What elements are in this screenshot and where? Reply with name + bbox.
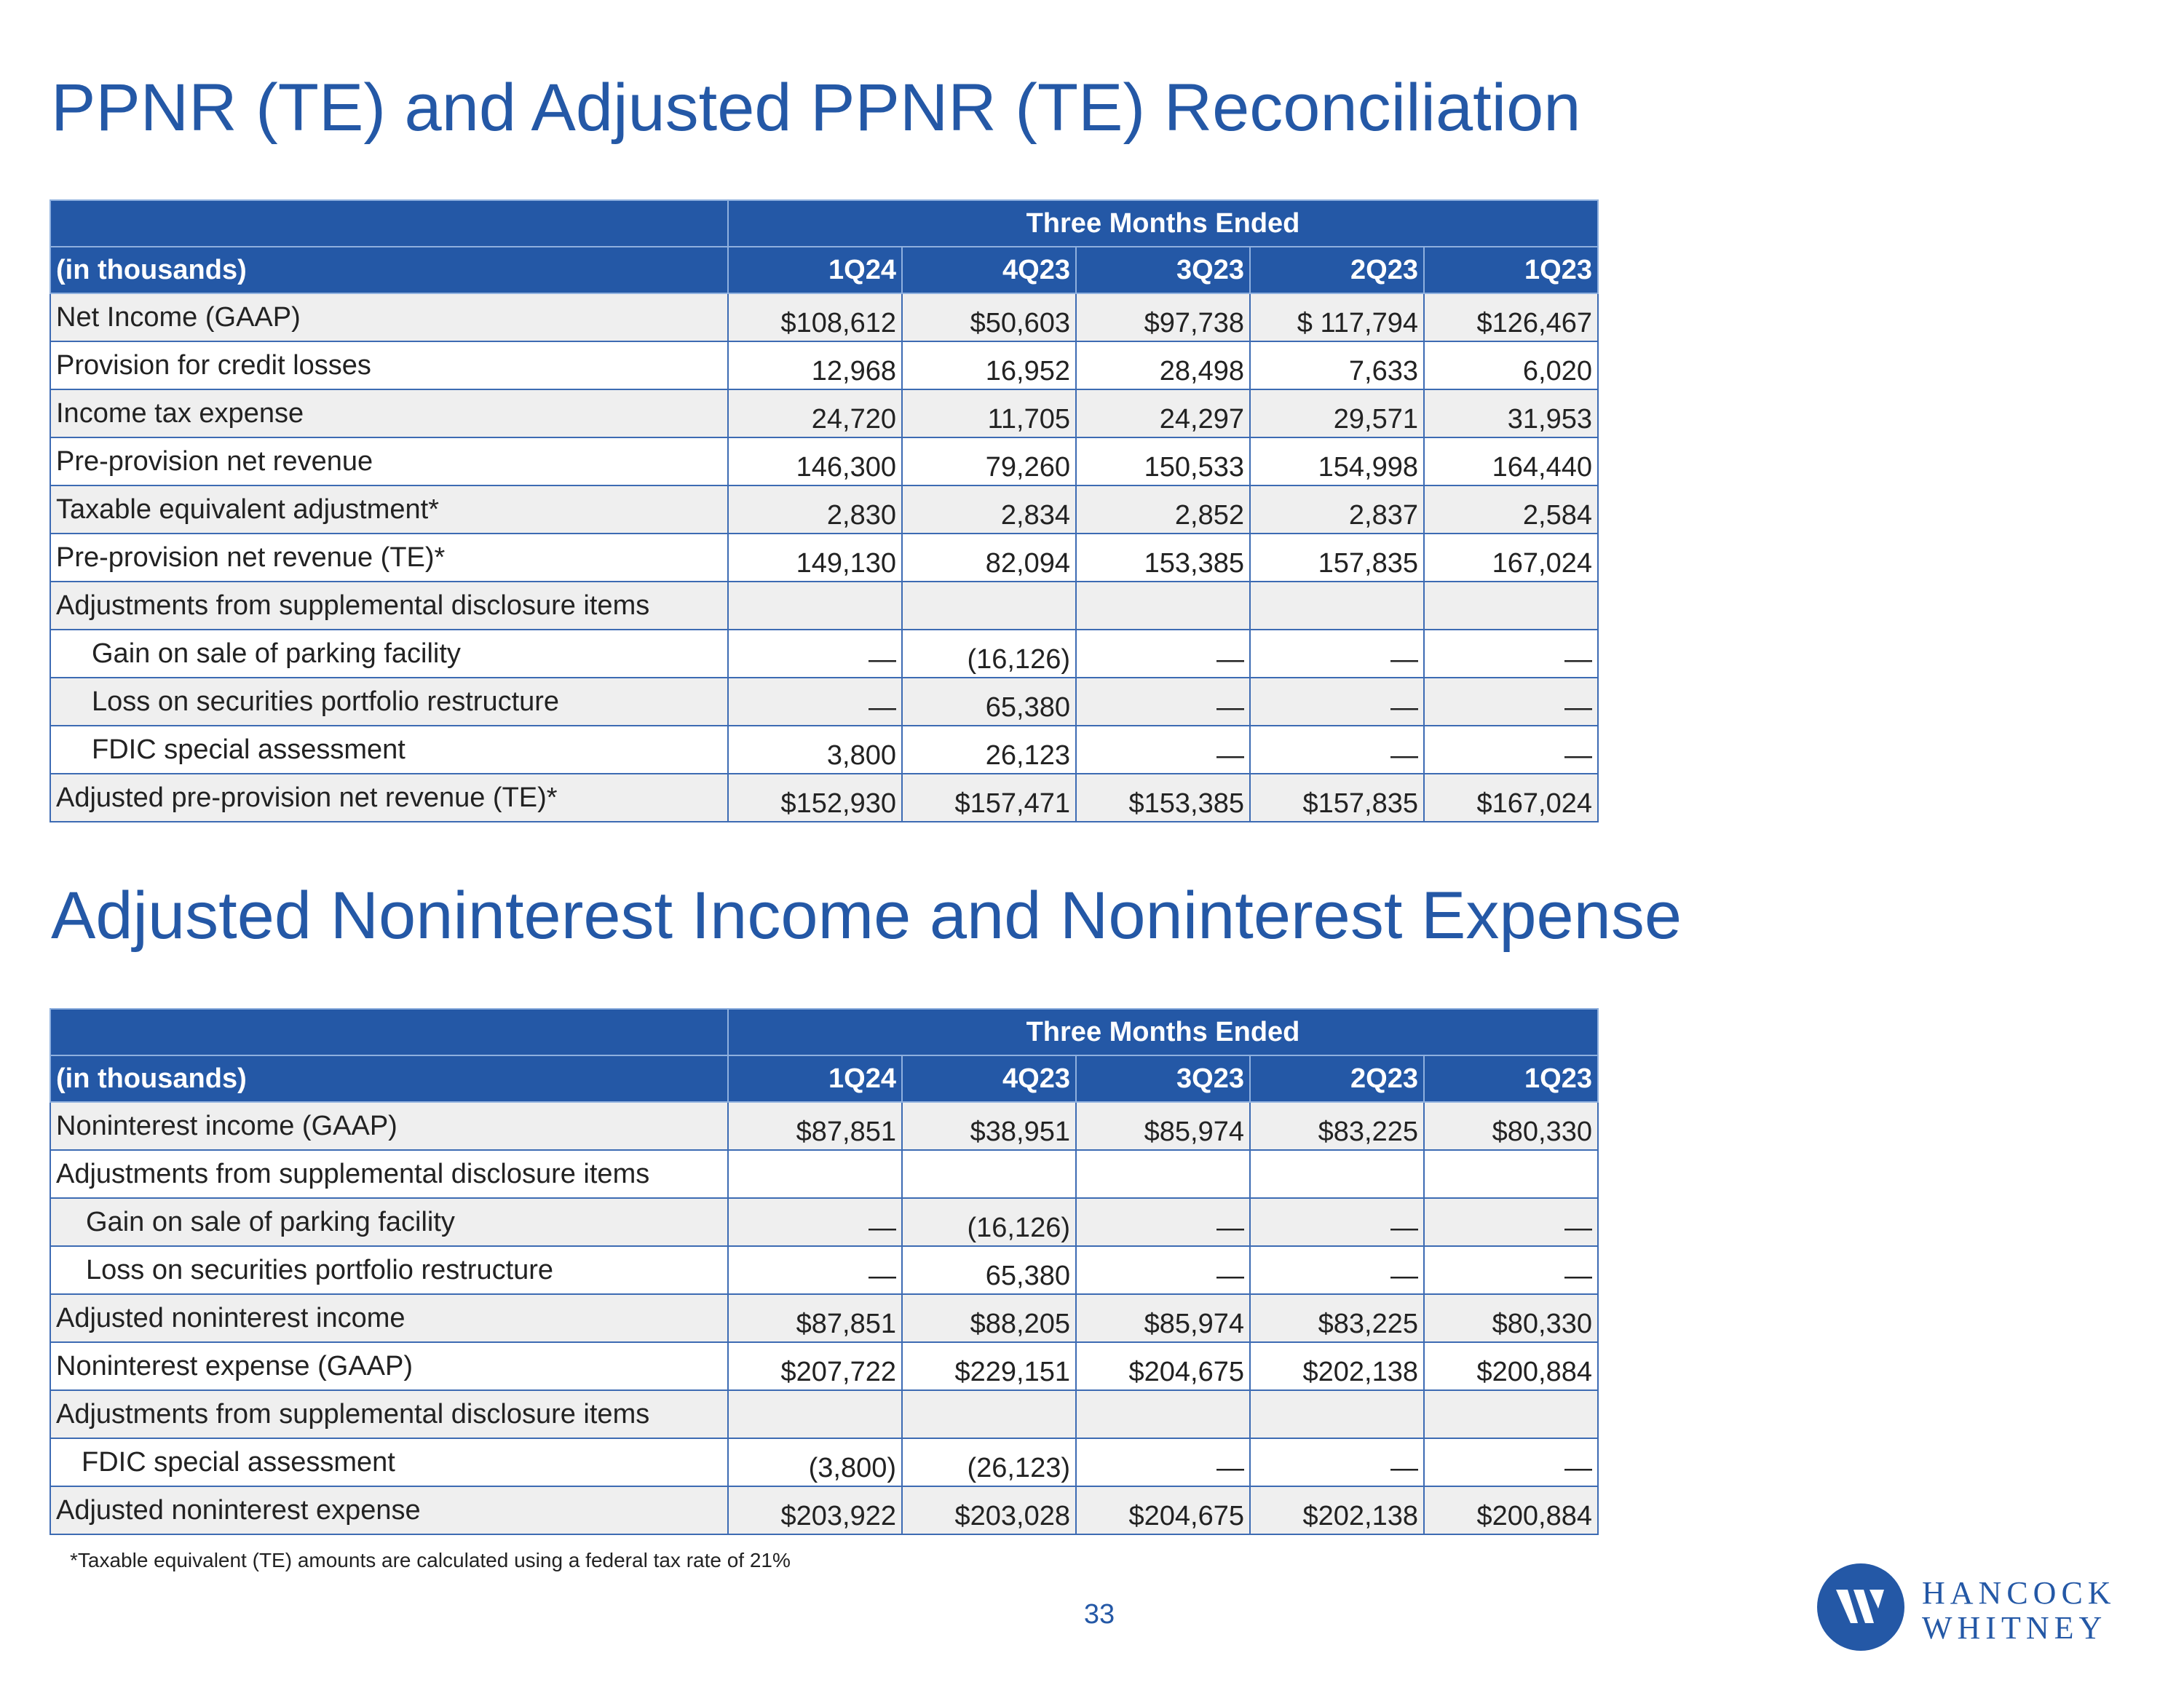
row-label: Pre-provision net revenue (TE)* bbox=[50, 534, 728, 582]
table-row bbox=[50, 774, 1598, 822]
row-value: 82,094 bbox=[902, 534, 1076, 582]
row-value bbox=[902, 1390, 1076, 1438]
row-value: (16,126) bbox=[902, 1198, 1076, 1246]
row-label: Loss on securities portfolio restructure bbox=[50, 678, 728, 726]
row-label: Taxable equivalent adjustment* bbox=[50, 485, 728, 534]
row-value: 150,533 bbox=[1076, 437, 1250, 485]
row-value: — bbox=[728, 1246, 902, 1294]
row-label: Loss on securities portfolio restructure bbox=[50, 1246, 728, 1294]
column-header: 1Q23 bbox=[1424, 247, 1598, 293]
row-value: 164,440 bbox=[1424, 437, 1598, 485]
row-value: (3,800) bbox=[728, 1438, 902, 1486]
row-value: $202,138 bbox=[1250, 1486, 1424, 1534]
row-value: $229,151 bbox=[902, 1342, 1076, 1390]
row-value: — bbox=[1424, 1198, 1598, 1246]
row-label: Adjustments from supplemental disclosure items bbox=[50, 582, 728, 630]
page-number: 33 bbox=[1083, 1599, 1115, 1630]
row-value: — bbox=[1076, 1438, 1250, 1486]
row-label: Adjusted pre-provision net revenue (TE)* bbox=[50, 774, 728, 822]
column-header: 1Q24 bbox=[728, 247, 902, 293]
row-value: 167,024 bbox=[1424, 534, 1598, 582]
row-label: Adjusted noninterest expense bbox=[50, 1486, 728, 1534]
table-row bbox=[50, 293, 1598, 341]
row-value: $108,612 bbox=[728, 293, 902, 341]
column-header: 3Q23 bbox=[1076, 1055, 1250, 1102]
table-row bbox=[50, 630, 1598, 678]
column-header: 4Q23 bbox=[902, 247, 1076, 293]
row-value: — bbox=[1076, 1246, 1250, 1294]
row-value: 16,952 bbox=[902, 341, 1076, 389]
row-label: FDIC special assessment bbox=[50, 726, 728, 774]
unit-label: (in thousands) bbox=[50, 247, 728, 293]
row-value: $50,603 bbox=[902, 293, 1076, 341]
row-value bbox=[1076, 1390, 1250, 1438]
footnote: *Taxable equivalent (TE) amounts are calculated using a federal tax rate of 21% bbox=[70, 1549, 791, 1571]
row-value: $200,884 bbox=[1424, 1342, 1598, 1390]
row-value: 26,123 bbox=[902, 726, 1076, 774]
row-value: 157,835 bbox=[1250, 534, 1424, 582]
row-value: — bbox=[728, 630, 902, 678]
row-value: $87,851 bbox=[728, 1294, 902, 1342]
group-header: Three Months Ended bbox=[728, 1009, 1598, 1055]
table-row bbox=[50, 726, 1598, 774]
table-row bbox=[50, 1102, 1598, 1150]
column-header: 3Q23 bbox=[1076, 247, 1250, 293]
row-value: — bbox=[1076, 630, 1250, 678]
row-value: 2,837 bbox=[1250, 485, 1424, 534]
hancock-whitney-logo-icon bbox=[1817, 1563, 1904, 1651]
row-value: 24,720 bbox=[728, 389, 902, 437]
row-value: — bbox=[1076, 726, 1250, 774]
table-row bbox=[50, 1294, 1598, 1342]
ppnr-reconciliation-table bbox=[50, 199, 1599, 822]
row-value: $88,205 bbox=[902, 1294, 1076, 1342]
row-label: Adjusted noninterest income bbox=[50, 1294, 728, 1342]
row-value: 2,852 bbox=[1076, 485, 1250, 534]
unit-label: (in thousands) bbox=[50, 1055, 728, 1102]
row-value: $97,738 bbox=[1076, 293, 1250, 341]
row-value: (16,126) bbox=[902, 630, 1076, 678]
logo-line-2: WHITNEY bbox=[1922, 1610, 2108, 1646]
row-value: $200,884 bbox=[1424, 1486, 1598, 1534]
table-row bbox=[50, 1246, 1598, 1294]
table-row bbox=[50, 1342, 1598, 1390]
table-row bbox=[50, 1438, 1598, 1486]
row-value: — bbox=[1250, 726, 1424, 774]
table-row bbox=[50, 437, 1598, 485]
row-value: — bbox=[1424, 726, 1598, 774]
row-value bbox=[902, 582, 1076, 630]
row-value bbox=[1424, 1150, 1598, 1198]
noninterest-reconciliation-table bbox=[50, 1008, 1599, 1535]
row-value: $87,851 bbox=[728, 1102, 902, 1150]
row-value bbox=[1424, 1390, 1598, 1438]
row-value: — bbox=[1250, 1198, 1424, 1246]
header-blank-cell bbox=[50, 200, 728, 247]
row-value: 146,300 bbox=[728, 437, 902, 485]
row-value: 2,584 bbox=[1424, 485, 1598, 534]
row-label: Adjustments from supplemental disclosure items bbox=[50, 1150, 728, 1198]
row-value: $85,974 bbox=[1076, 1102, 1250, 1150]
noninterest-section-title: Adjusted Noninterest Income and Noninterest Expense bbox=[51, 879, 1682, 953]
row-label: Net Income (GAAP) bbox=[50, 293, 728, 341]
row-value: 28,498 bbox=[1076, 341, 1250, 389]
table-row bbox=[50, 389, 1598, 437]
row-label: Noninterest expense (GAAP) bbox=[50, 1342, 728, 1390]
table-row bbox=[50, 534, 1598, 582]
row-value: — bbox=[1424, 1438, 1598, 1486]
table-row bbox=[50, 582, 1598, 630]
row-value: $203,028 bbox=[902, 1486, 1076, 1534]
row-value bbox=[1250, 1390, 1424, 1438]
row-value: $83,225 bbox=[1250, 1294, 1424, 1342]
ppnr-section-title: PPNR (TE) and Adjusted PPNR (TE) Reconciliation bbox=[51, 71, 1581, 145]
row-value: (26,123) bbox=[902, 1438, 1076, 1486]
column-header: 2Q23 bbox=[1250, 1055, 1424, 1102]
row-value: — bbox=[1250, 630, 1424, 678]
row-value: 153,385 bbox=[1076, 534, 1250, 582]
row-value: 149,130 bbox=[728, 534, 902, 582]
row-value: $157,471 bbox=[902, 774, 1076, 822]
row-value: 12,968 bbox=[728, 341, 902, 389]
row-value: $167,024 bbox=[1424, 774, 1598, 822]
row-value: $83,225 bbox=[1250, 1102, 1424, 1150]
table-row bbox=[50, 1150, 1598, 1198]
row-value: 11,705 bbox=[902, 389, 1076, 437]
table-row bbox=[50, 1486, 1598, 1534]
row-label: Noninterest income (GAAP) bbox=[50, 1102, 728, 1150]
row-value bbox=[728, 1390, 902, 1438]
group-header: Three Months Ended bbox=[728, 200, 1598, 247]
row-value: — bbox=[1424, 678, 1598, 726]
row-value: $203,922 bbox=[728, 1486, 902, 1534]
column-header: 1Q23 bbox=[1424, 1055, 1598, 1102]
row-value: — bbox=[728, 678, 902, 726]
row-label: Gain on sale of parking facility bbox=[50, 630, 728, 678]
row-label: FDIC special assessment bbox=[50, 1438, 728, 1486]
row-value: 29,571 bbox=[1250, 389, 1424, 437]
row-value: $80,330 bbox=[1424, 1102, 1598, 1150]
row-value bbox=[728, 1150, 902, 1198]
row-value bbox=[1076, 1150, 1250, 1198]
row-value: 3,800 bbox=[728, 726, 902, 774]
row-value: $153,385 bbox=[1076, 774, 1250, 822]
row-value: 65,380 bbox=[902, 1246, 1076, 1294]
row-value: — bbox=[1250, 678, 1424, 726]
row-value: $204,675 bbox=[1076, 1342, 1250, 1390]
row-value: — bbox=[728, 1198, 902, 1246]
row-label: Pre-provision net revenue bbox=[50, 437, 728, 485]
row-value: $38,951 bbox=[902, 1102, 1076, 1150]
row-value: 31,953 bbox=[1424, 389, 1598, 437]
row-value: $80,330 bbox=[1424, 1294, 1598, 1342]
row-label: Adjustments from supplemental disclosure items bbox=[50, 1390, 728, 1438]
table-row bbox=[50, 1390, 1598, 1438]
row-value: — bbox=[1076, 1198, 1250, 1246]
row-value: 65,380 bbox=[902, 678, 1076, 726]
column-header: 2Q23 bbox=[1250, 247, 1424, 293]
row-value bbox=[1250, 1150, 1424, 1198]
row-value: 2,834 bbox=[902, 485, 1076, 534]
row-value: $85,974 bbox=[1076, 1294, 1250, 1342]
row-value bbox=[902, 1150, 1076, 1198]
row-label: Income tax expense bbox=[50, 389, 728, 437]
row-value: — bbox=[1250, 1246, 1424, 1294]
logo-line-1: HANCOCK bbox=[1922, 1575, 2116, 1611]
row-value: 6,020 bbox=[1424, 341, 1598, 389]
row-value: $204,675 bbox=[1076, 1486, 1250, 1534]
row-value bbox=[1076, 582, 1250, 630]
row-value: $157,835 bbox=[1250, 774, 1424, 822]
row-value bbox=[1250, 582, 1424, 630]
row-value: $207,722 bbox=[728, 1342, 902, 1390]
column-header: 1Q24 bbox=[728, 1055, 902, 1102]
table-row bbox=[50, 341, 1598, 389]
table-row bbox=[50, 1198, 1598, 1246]
row-value: 2,830 bbox=[728, 485, 902, 534]
row-value: 79,260 bbox=[902, 437, 1076, 485]
row-value bbox=[1424, 582, 1598, 630]
table-row bbox=[50, 485, 1598, 534]
column-header: 4Q23 bbox=[902, 1055, 1076, 1102]
row-value: $152,930 bbox=[728, 774, 902, 822]
row-value: — bbox=[1250, 1438, 1424, 1486]
row-value bbox=[728, 582, 902, 630]
table-row bbox=[50, 678, 1598, 726]
row-value: 154,998 bbox=[1250, 437, 1424, 485]
row-value: — bbox=[1076, 678, 1250, 726]
row-value: 24,297 bbox=[1076, 389, 1250, 437]
row-label: Gain on sale of parking facility bbox=[50, 1198, 728, 1246]
header-blank-cell bbox=[50, 1009, 728, 1055]
row-label: Provision for credit losses bbox=[50, 341, 728, 389]
row-value: — bbox=[1424, 1246, 1598, 1294]
row-value: $126,467 bbox=[1424, 293, 1598, 341]
company-logo-wordmark bbox=[1922, 1576, 2116, 1646]
row-value: — bbox=[1424, 630, 1598, 678]
row-value: 7,633 bbox=[1250, 341, 1424, 389]
row-value: $ 117,794 bbox=[1250, 293, 1424, 341]
row-value: $202,138 bbox=[1250, 1342, 1424, 1390]
